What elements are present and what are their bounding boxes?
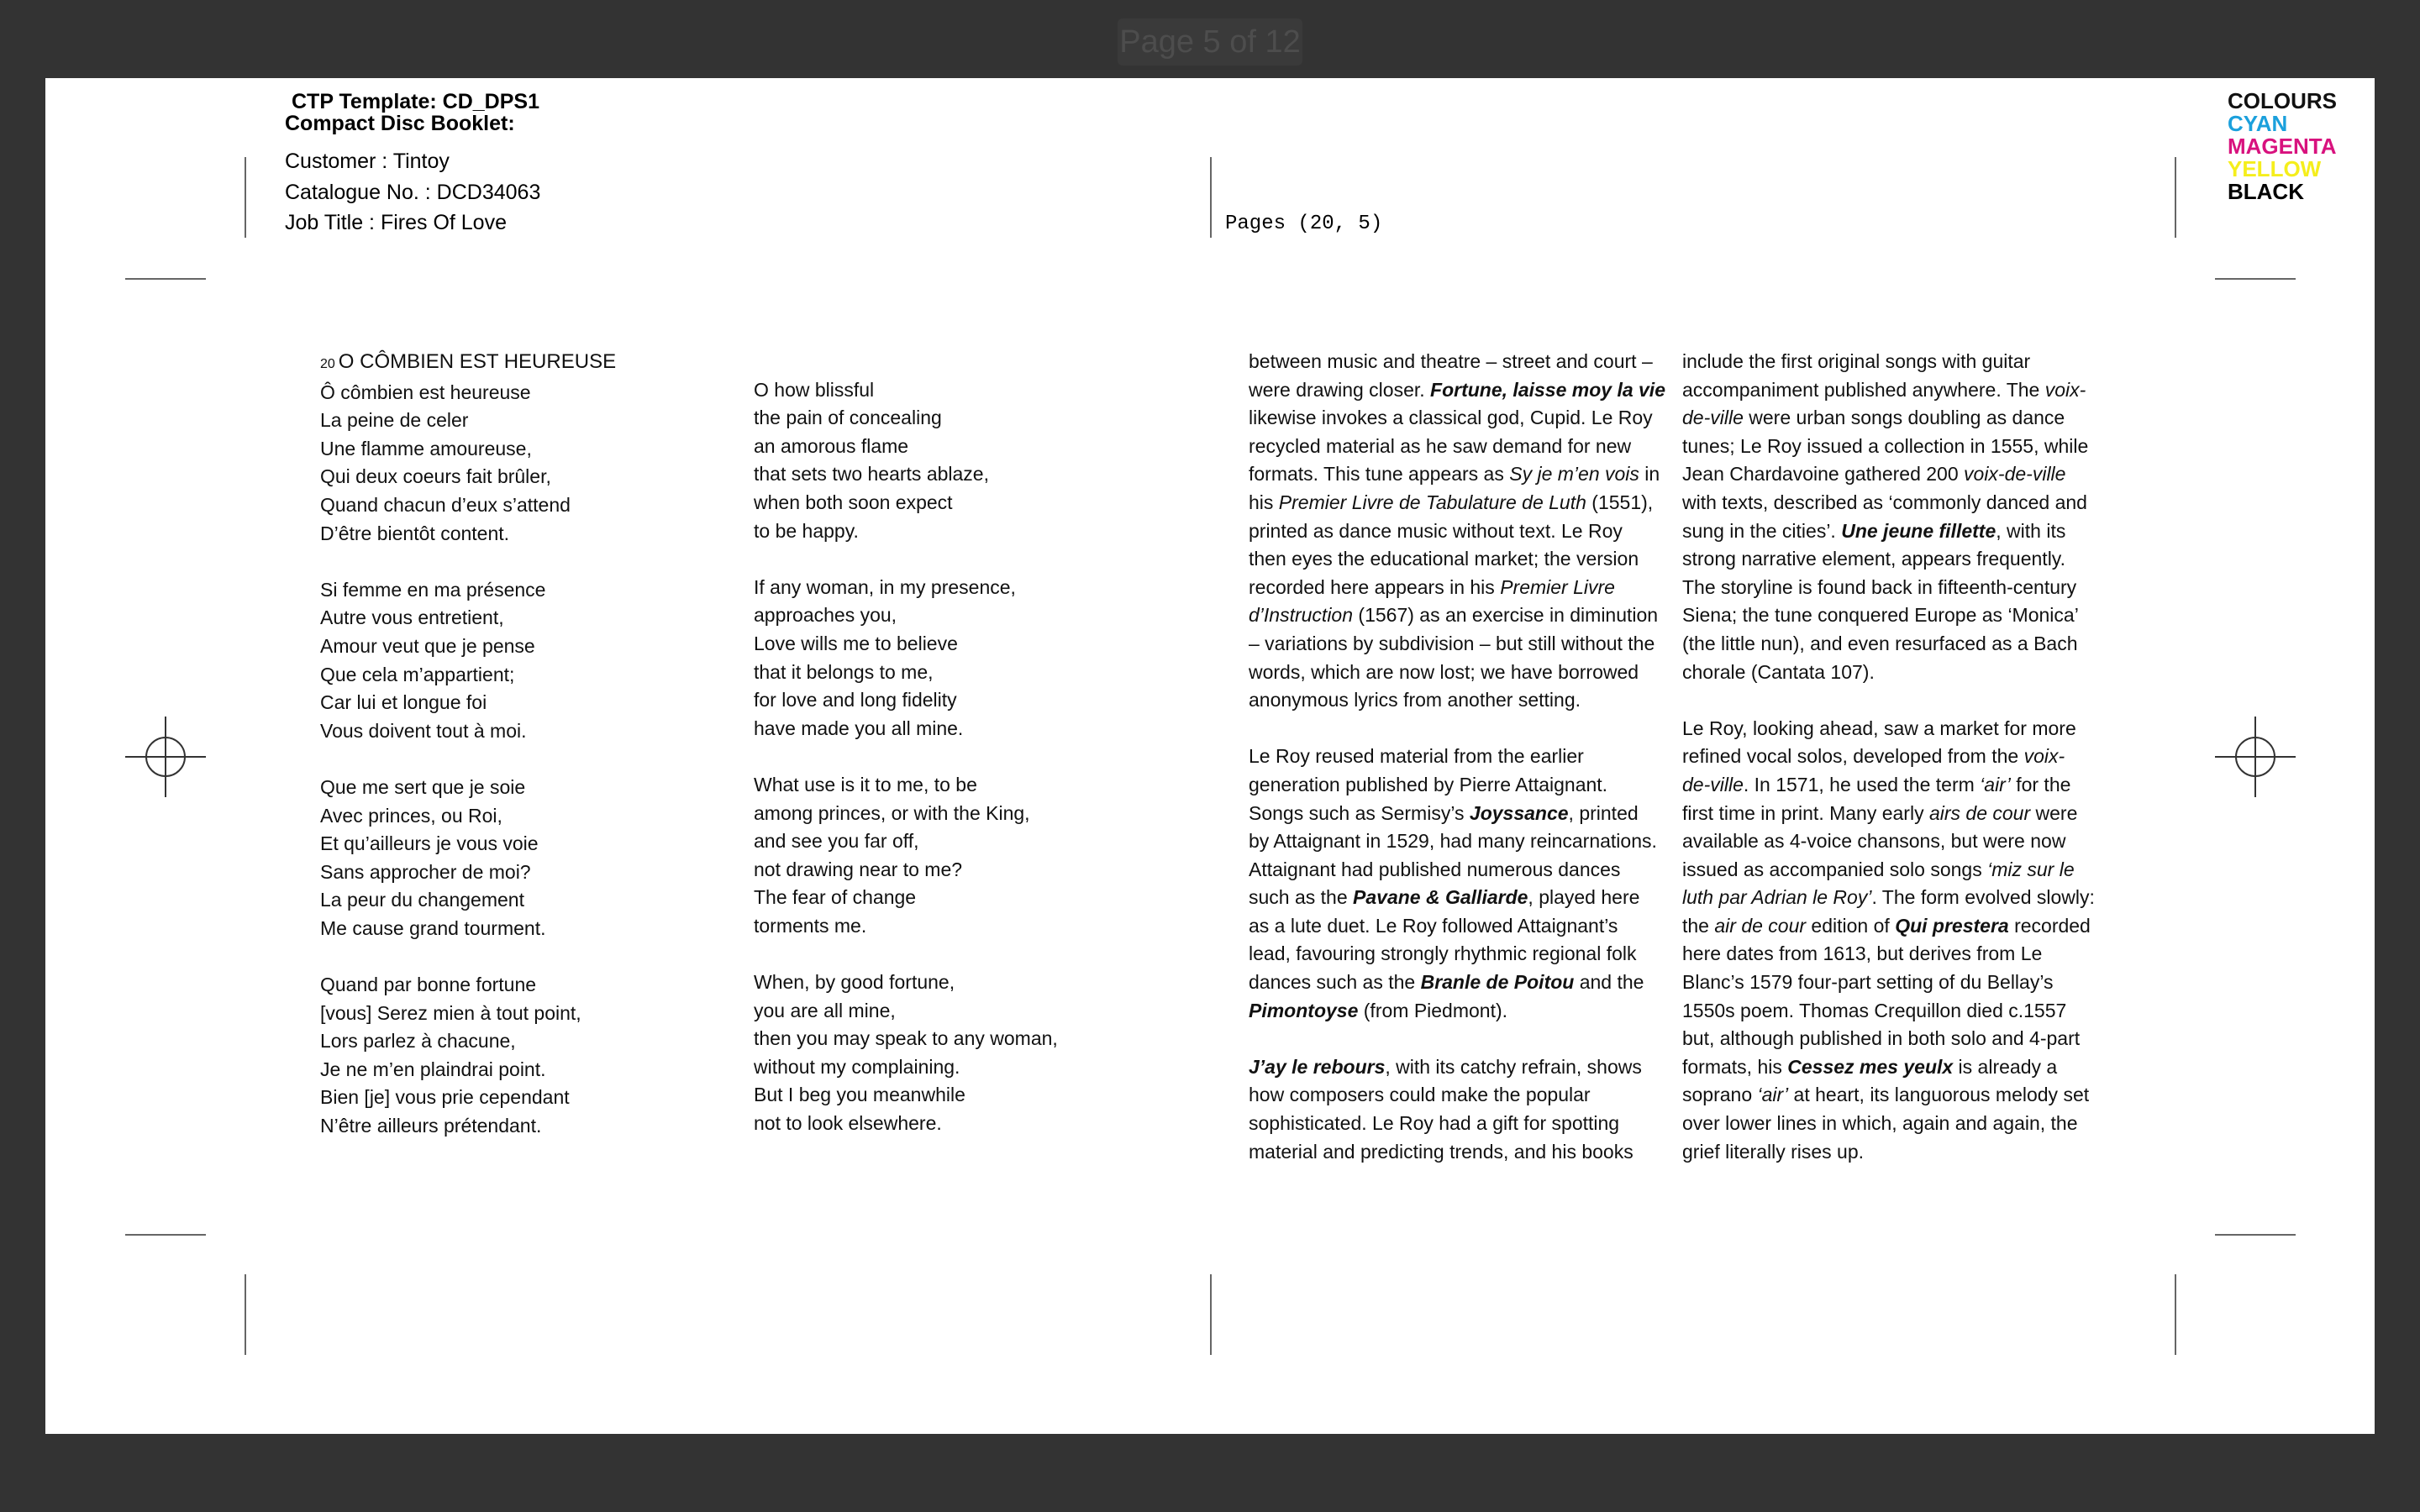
notes-paragraph: Le Roy reused material from the earlier generation published by Pierre Attaignant. Songs such as Sermisy’s Joyssance, printed by Attaignant in 1529, had many reincarnations. Attaignant had published numerous dances such as the Pavane & Galliarde, played here as a lute duet. Le Roy followed Attaignant’s lead, favouring strongly rhythmic regional folk dances such as the Branle de Poitou and the Pimontoyse (from Piedmont). [1249,745,1657,1021]
track-number: 20 [320,357,335,371]
colour-yellow: YELLOW [2228,156,2322,181]
notes-column-left [1249,348,1665,1194]
english-stanza: If any woman, in my presence, approaches you, Love wills me to believe that it belongs to me, for love and long fidelity have made you all mine. [754,575,1016,739]
crop-mark [2175,157,2176,238]
notes-paragraph: between music and theatre – street and court – were drawing closer. Fortune, laisse moy la vie likewise invokes a classical god, Cupid. Le Roy recycled material as he saw demand for new formats. This tune appears as Sy je m’en vois in his Premier Livre de Tabulature de Luth (1551), printed as dance music without text. Le Roy then eyes the educational market; the version recorded here appears in his Premier Livre d’Instruction (1567) as an exercise in diminution – variations by subdivision – but still without the words, which are now lost; we have borrowed anonymous lyrics from another setting. [1249,350,1665,711]
booklet-sheet [45,78,2375,1434]
french-stanza: Ô cômbien est heureuse La peine de celer Une flamme amoureuse, Qui deux coeurs fait brûler, Quand chacun d’eux s’attend D’être bientôt content. [320,381,571,544]
english-stanza: O how blissful the pain of concealing an amorous flame that sets two hearts ablaze, when both soon expect to be happy. [754,378,989,542]
colour-cyan: CYAN [2228,111,2288,136]
english-stanza: What use is it to me, to be among princes, or with the King, and see you far off, not drawing near to me? The fear of change torments me. [754,773,1030,937]
song-title: 20 O CÔMBIEN EST HEUREUSE [320,350,617,373]
crop-mark [2215,1234,2296,1236]
crop-mark [125,278,206,280]
french-lyrics [320,348,616,1168]
notes-paragraph: include the first original songs with guitar accompaniment published anywhere. The voix- de-ville were urban songs doubling as dance tunes; Le Roy issued a collection in 1555, while Jean Chardavoine gathered 200 voix-de-ville with texts, described as ‘commonly danced and sung in the cities’. Une jeune fillette, with its strong narrative element, appears frequently. The storyline is found back in fifteenth-century Siena; the tune conquered Europe as ‘Monica’ (the little nun), and even resurfaced as a Bach chorale (Cantata 107). [1682,350,2089,683]
english-translation [754,376,1058,1167]
booklet-label: Compact Disc Booklet: [285,112,515,135]
colours-title: COLOURS [2228,88,2337,113]
crop-mark [2175,1274,2176,1355]
colour-swatches [2228,90,2337,203]
french-stanza: Quand par bonne fortune [vous] Serez mien à tout point, Lors parlez à chacune, Je ne m’en plaindrai point. Bien [je] vous prie cependant N’être ailleurs prétendant. [320,974,581,1137]
french-stanza: Si femme en ma présence Autre vous entretient, Amour veut que je pense Que cela m’appartient; Car lui et longue foi Vous doivent tout à moi. [320,578,546,742]
crop-mark [1210,1274,1212,1355]
colour-black: BLACK [2228,179,2304,204]
registration-mark-icon [2215,717,2296,797]
notes-paragraph: J’ay le rebours, with its catchy refrain, shows how composers could make the popular sophisticated. Le Roy had a gift for spotting material and predicting trends, and his books [1249,1055,1642,1163]
colour-magenta: MAGENTA [2228,134,2337,159]
template-label: CTP Template: CD_DPS1 [292,90,539,113]
notes-paragraph: Le Roy, looking ahead, saw a market for more refined vocal solos, developed from the voix- de-ville. In 1571, he used the term ‘air’ for the first time in print. Many early airs de cour were available as 4-voice chansons, but were now issued as accompanied solo songs ‘miz sur le luth par Adrian le Roy’. The form evolved slowly: the air de cour edition of Qui prestera recorded here dates from 1613, but derives from Le Blanc’s 1579 four-part setting of du Bellay’s 1550s poem. Thomas Crequillon died c.1557 but, although published in both solo and 4-part formats, his Cessez mes yeulx is already a soprano ‘air’ at heart, its languorous melody set over lower lines in which, again and again, the grief literally rises up. [1682,717,2095,1163]
crop-mark [245,157,246,238]
crop-mark [2215,278,2296,280]
crop-mark [125,1234,206,1236]
customer-label: Customer : Tintoy [285,150,450,173]
job-title-label: Job Title : Fires Of Love [285,211,507,234]
catalogue-label: Catalogue No. : DCD34063 [285,181,541,204]
crop-mark [1210,157,1212,238]
page-indicator: Page 5 of 12 [1118,18,1302,66]
pages-label: Pages (20, 5) [1225,213,1383,235]
crop-mark [245,1274,246,1355]
registration-mark-icon [125,717,206,797]
english-stanza: When, by good fortune, you are all mine, then you may speak to any woman, without my complaining. But I beg you meanwhile not to look elsewhere. [754,971,1058,1135]
notes-column-right [1682,348,2095,1194]
french-stanza: Que me sert que je soie Avec princes, ou Roi, Et qu’ailleurs je vous voie Sans approcher de moi? La peur du changement Me cause grand tourment. [320,775,546,939]
